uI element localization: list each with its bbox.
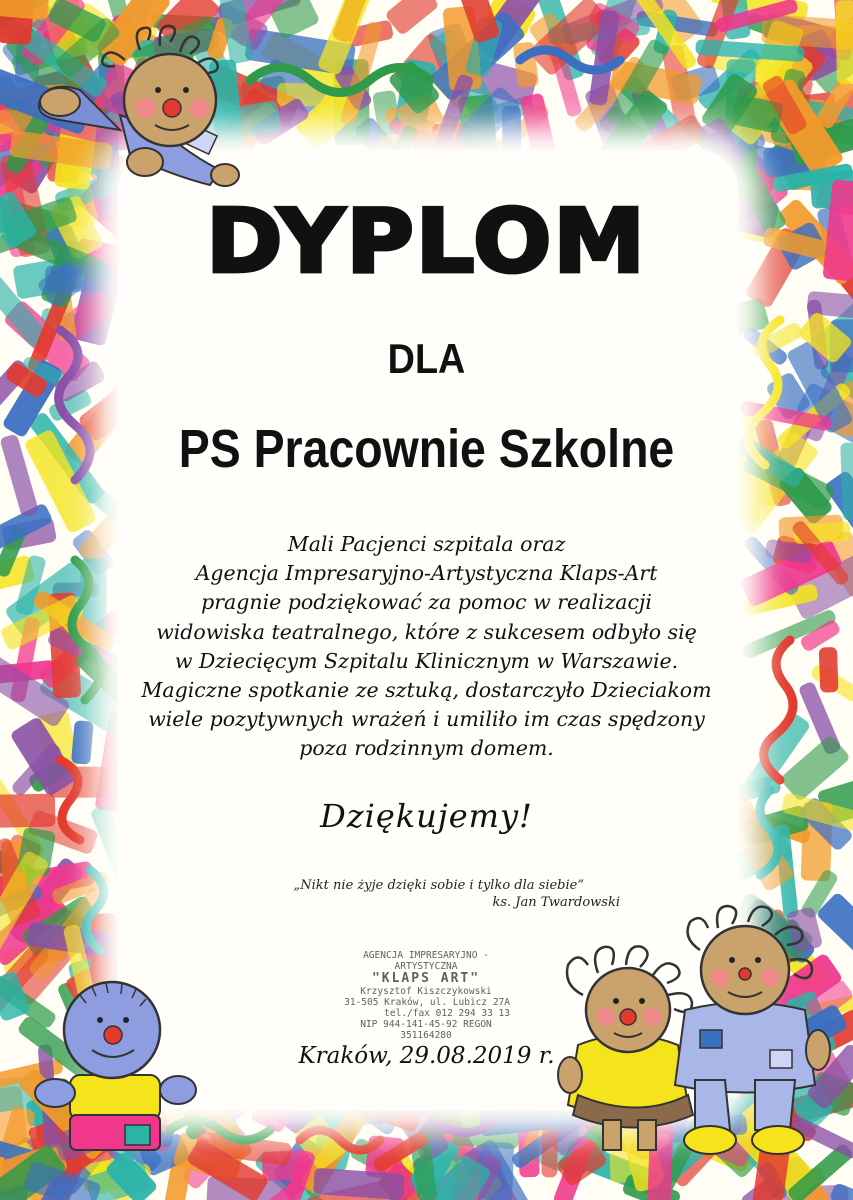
diploma-title: DYPLOM xyxy=(206,190,647,293)
stamp-line: Krzysztof Kiszczykowski xyxy=(360,986,492,997)
thanks-text: Dziękujemy! xyxy=(320,797,533,835)
stamp-line: tel./fax 012 294 33 13 xyxy=(384,1008,510,1019)
confetti-stroke xyxy=(819,647,839,693)
place-and-date: Kraków, 29.08.2019 r. xyxy=(298,1043,555,1069)
body-line: w Dziecięcym Szpitalu Klinicznym w Warszawie. xyxy=(174,648,679,673)
patched-boy-doll-bottom-right xyxy=(660,900,835,1165)
body-line: Agencja Impresaryjno-Artystyczna Klaps-Art xyxy=(195,561,658,586)
quote-block xyxy=(240,878,620,910)
diploma-subtitle: DLA xyxy=(387,335,466,382)
company-stamp xyxy=(336,950,516,1041)
body-line: poza rodzinnym domem. xyxy=(299,736,554,761)
quote-author: ks. Jan Twardowski xyxy=(492,895,620,910)
confetti-stroke xyxy=(829,1182,853,1200)
recipient-name: PS Pracownie Szkolne xyxy=(178,419,675,479)
body-line: widowiska teatralnego, które z sukcesem odbyło się xyxy=(156,619,697,644)
body-line: pragnie podziękować za pomoc w realizacji xyxy=(201,590,652,615)
stamp-line: NIP 944-141-45-92 REGON 351164280 xyxy=(360,1019,492,1041)
stamp-line: AGENCJA IMPRESARYJNO - ARTYSTYCZNA xyxy=(363,950,489,972)
body-text xyxy=(90,530,763,764)
confetti-stroke xyxy=(835,0,853,84)
stamp-line: "KLAPS ART" xyxy=(371,971,481,986)
body-line: wiele pozytywnych wrażeń i umiliło im czas spędzony xyxy=(148,707,705,732)
flying-boy-doll xyxy=(20,20,240,190)
body-line: Magiczne spotkanie ze sztuką, dostarczyło Dzieciakom xyxy=(141,678,712,703)
stamp-line: 31-505 Kraków, ul. Lubicz 27A xyxy=(344,997,510,1008)
boy-doll-bottom-left xyxy=(30,975,200,1165)
quote-text: „Nikt nie żyje dzięki sobie i tylko dla siebie” xyxy=(293,878,584,893)
body-line: Mali Pacjenci szpitala oraz xyxy=(287,532,566,556)
